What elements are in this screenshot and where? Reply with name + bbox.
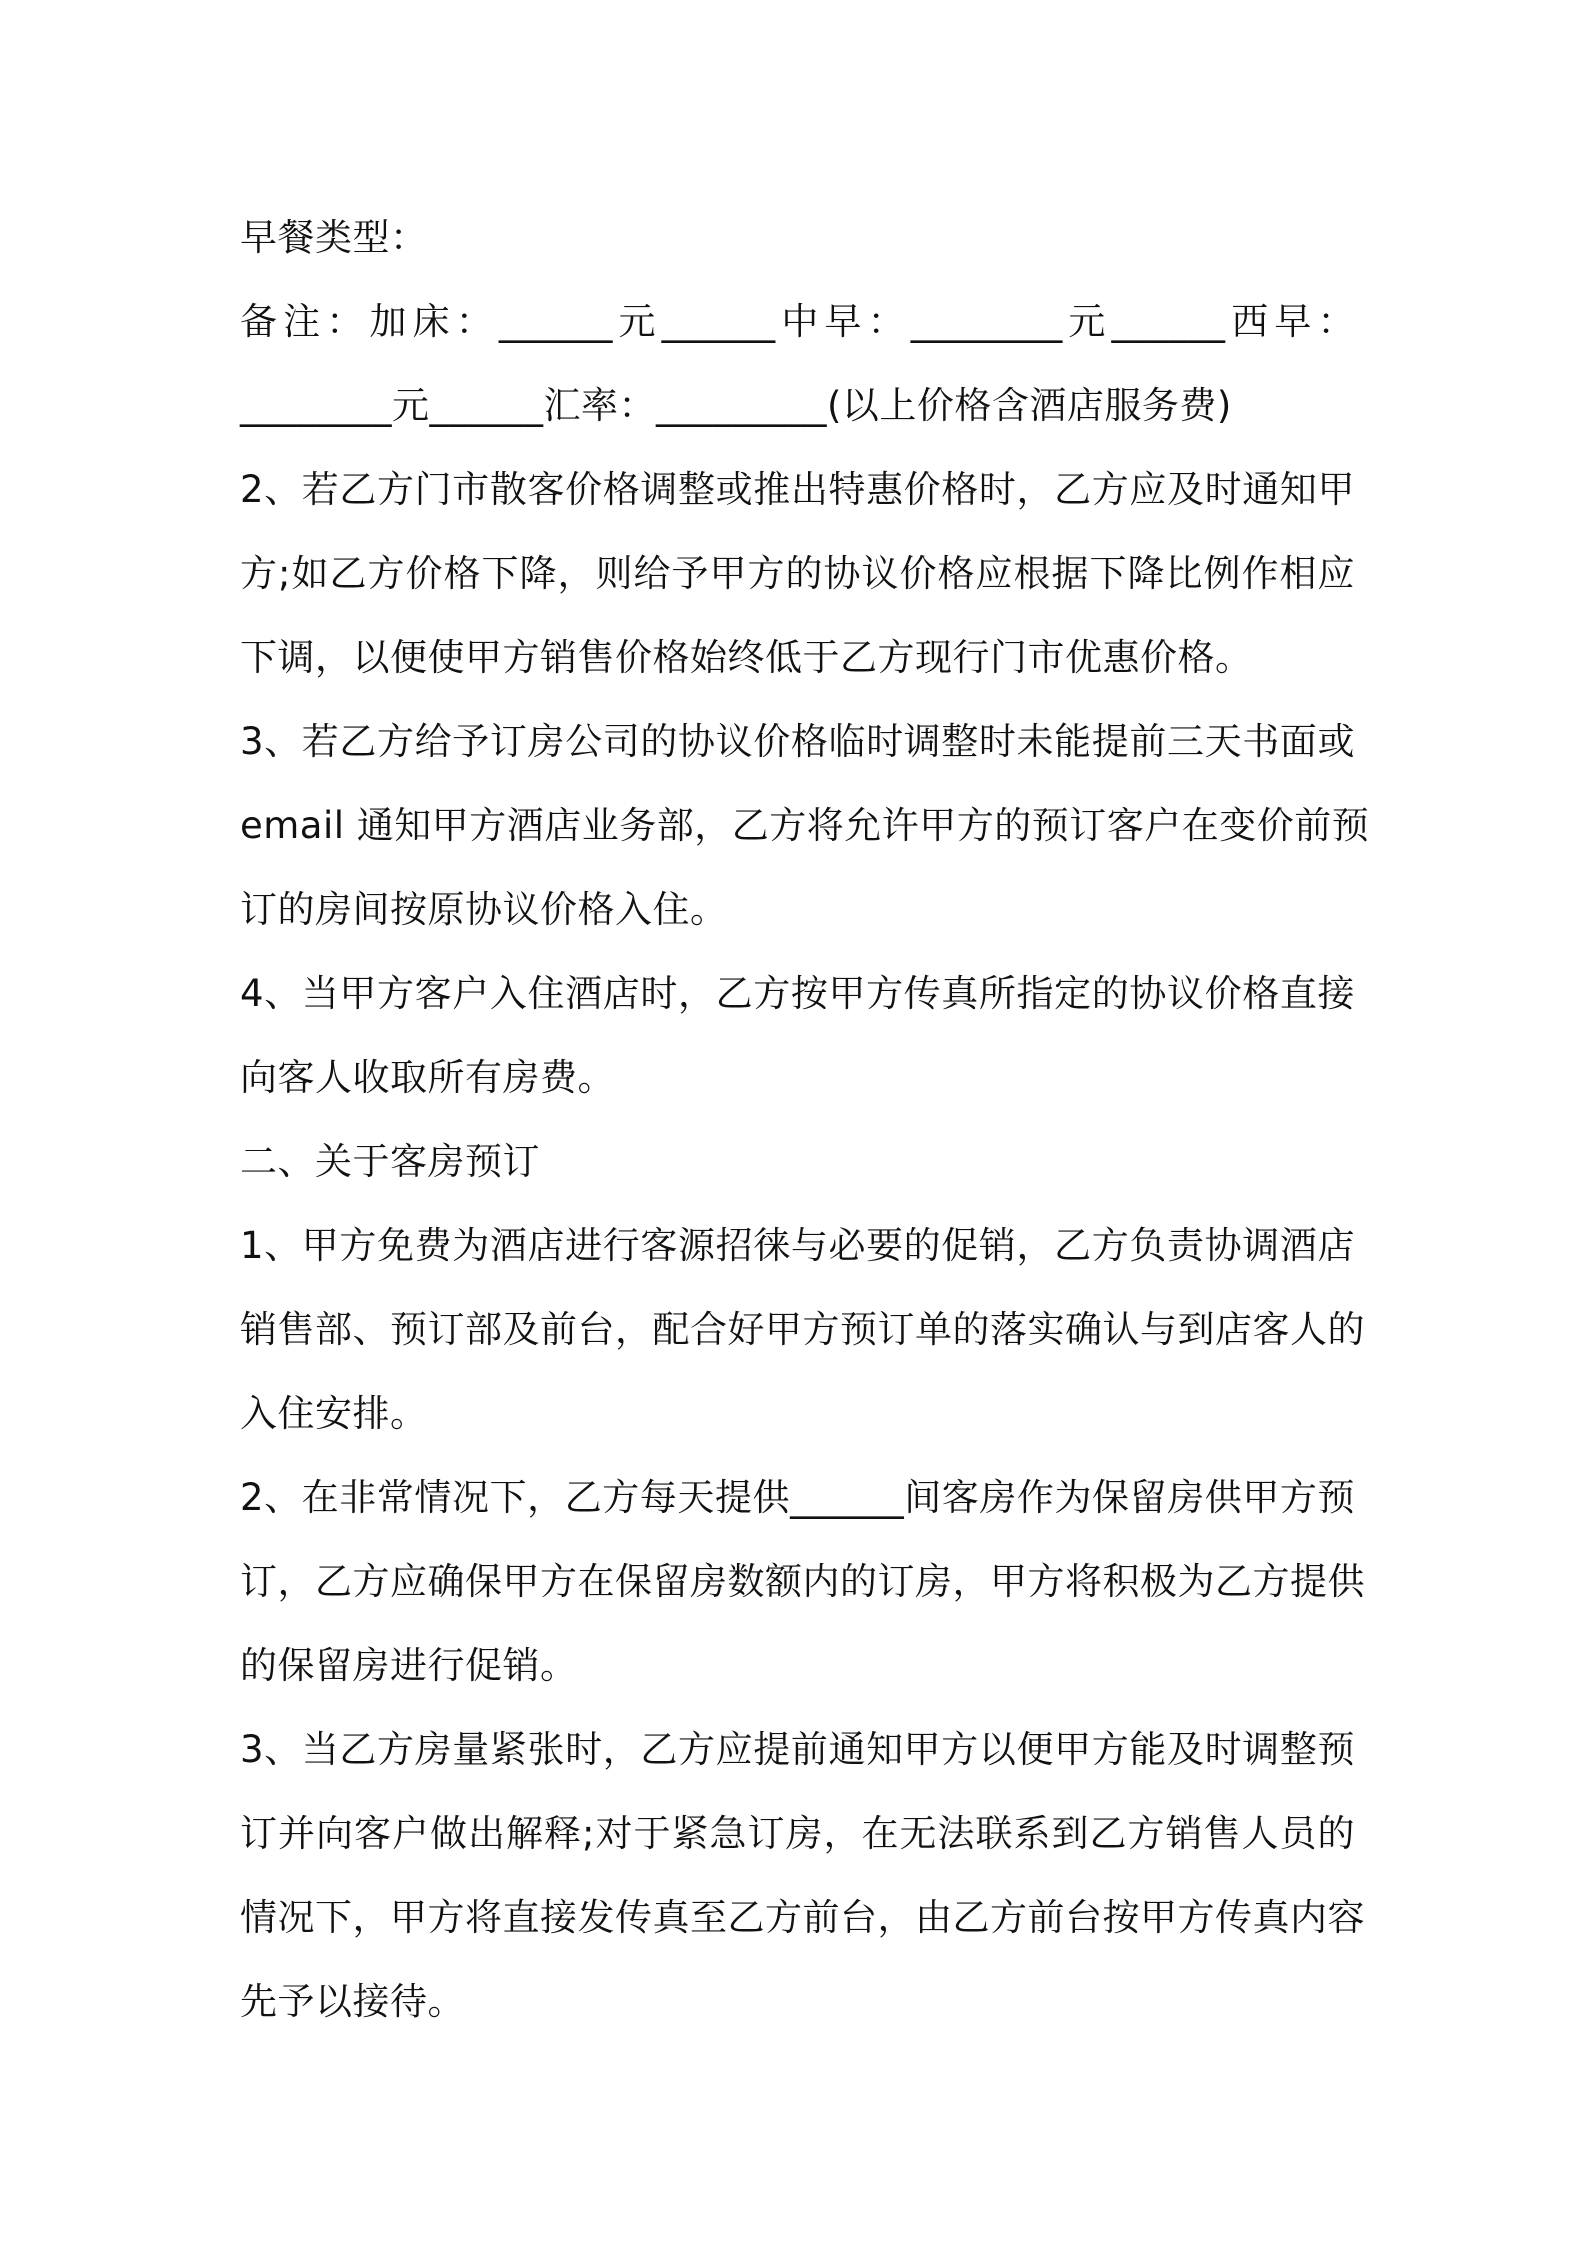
text-line: 早餐类型：	[240, 216, 428, 259]
text-line: 3、当乙方房量紧张时，乙方应提前通知甲方以便甲方能及时调整预	[240, 1728, 1355, 1771]
section-2-heading	[240, 1120, 1355, 1204]
section-2-clause-1-paragraph	[240, 1204, 1365, 1456]
text-line: 4、当甲方客户入住酒店时，乙方按甲方传真所指定的协议价格直接	[240, 972, 1355, 1015]
breakfast-type-paragraph	[240, 196, 1355, 280]
text-line: 订，乙方应确保甲方在保留房数额内的订房，甲方将积极为乙方提供	[240, 1560, 1365, 1603]
section-title: 二、关于客房预订	[240, 1140, 540, 1183]
text-line: 3、若乙方给予订房公司的协议价格临时调整时未能提前三天书面或	[240, 720, 1355, 763]
text-line: email 通知甲方酒店业务部，乙方将允许甲方的预订客户在变价前预	[240, 804, 1370, 847]
text-line: 下调，以便使甲方销售价格始终低于乙方现行门市优惠价格。	[240, 636, 1253, 679]
text-line: 2、若乙方门市散客价格调整或推出特惠价格时，乙方应及时通知甲	[240, 468, 1355, 511]
text-line: 向客人收取所有房费。	[240, 1056, 615, 1099]
text-line: 2、在非常情况下，乙方每天提供______间客房作为保留房供甲方预	[240, 1476, 1355, 1519]
text-line: 1、甲方免费为酒店进行客源招徕与必要的促销，乙方负责协调酒店	[240, 1224, 1355, 1267]
clause-2-paragraph	[240, 448, 1355, 700]
text-line: 的保留房进行促销。	[240, 1644, 578, 1687]
text-line: 销售部、预订部及前台，配合好甲方预订单的落实确认与到店客人的	[240, 1308, 1365, 1351]
text-line: 订并向客户做出解释;对于紧急订房，在无法联系到乙方销售人员的	[240, 1812, 1355, 1855]
text-line: 方;如乙方价格下降，则给予甲方的协议价格应根据下降比例作相应	[240, 552, 1355, 595]
document-page	[240, 196, 1370, 2044]
clause-4-paragraph	[240, 952, 1355, 1120]
text-line: 先予以接待。	[240, 1980, 465, 2023]
text-line: 情况下，甲方将直接发传真至乙方前台，由乙方前台按甲方传真内容	[240, 1896, 1365, 1939]
text-line: 入住安排。	[240, 1392, 428, 1435]
section-2-clause-2-paragraph	[240, 1456, 1365, 1708]
remarks-paragraph	[240, 280, 1355, 448]
text-line: 订的房间按原协议价格入住。	[240, 888, 728, 931]
text-line: ________元______汇率：_________(以上价格含酒店服务费)	[240, 384, 1232, 427]
text-line: 备注：加床：______元______中早：________元______西早：	[240, 300, 1355, 343]
section-2-clause-3-paragraph	[240, 1708, 1365, 2044]
clause-3-paragraph	[240, 700, 1370, 952]
